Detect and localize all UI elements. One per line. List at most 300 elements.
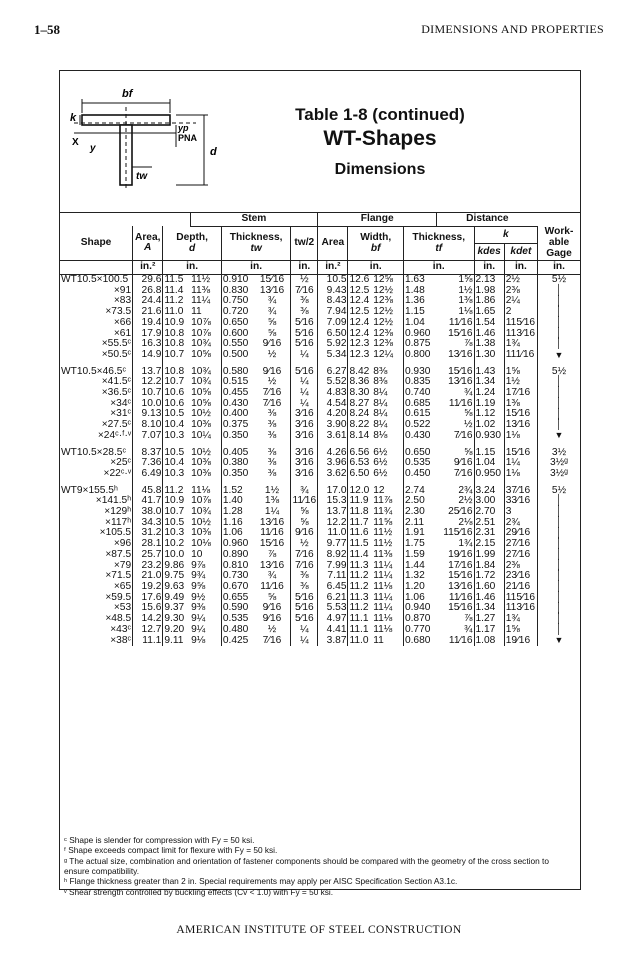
cell-kdet: 1⅝: [504, 367, 537, 378]
cell-A: 14.9: [133, 350, 163, 361]
cell-bf: 8.42: [349, 365, 370, 377]
cell-kdes: 1.27: [474, 614, 504, 625]
cell-tw2: 5⁄16: [291, 593, 318, 604]
cell-shape: ×87.5: [60, 550, 133, 561]
gage-continuation-arrow: │: [555, 495, 563, 507]
cell-gage: 3½: [551, 446, 567, 458]
cell-tw: 0.500: [222, 348, 249, 360]
cell-d: 10.8: [164, 365, 185, 377]
cell-bf-f: 12½: [372, 286, 403, 297]
cell-bf: 8.36: [349, 376, 370, 388]
cell-A: 45.8: [133, 486, 163, 497]
cell-kdet: 27⁄16: [504, 550, 537, 561]
table-row: [60, 329, 580, 340]
gage-continuation-arrow: │: [555, 284, 563, 296]
shape-header: Shape: [60, 226, 133, 261]
cell-tf: 1.91: [404, 527, 425, 539]
yp-label: yp: [178, 123, 189, 133]
cell-As: 6.27: [318, 367, 348, 378]
table-row: [60, 409, 580, 420]
cell-tw2: 9⁄16: [291, 528, 318, 539]
cell-tf-f: 2¾: [437, 486, 474, 497]
table-row: [60, 614, 580, 625]
table-row: [60, 496, 580, 507]
cell-tf: 0.522: [404, 419, 431, 431]
cell-As: 17.0: [318, 486, 348, 497]
cell-d-f: 11½: [190, 275, 221, 286]
cell-d-f: 10¾: [190, 377, 221, 388]
cell-tw2: 7⁄16: [291, 286, 318, 297]
table-row: [60, 486, 580, 497]
cell-tf-f: 7⁄16: [437, 431, 474, 442]
footnote: ᵍ The actual size, combination and orientation of fastener components should be compared with the geometry of the cross section to ensure compatibility.: [64, 855, 549, 877]
cell-shape: ×36.5ᶜ: [60, 388, 133, 399]
cell-tf: 1.15: [404, 306, 425, 318]
publisher-footer: AMERICAN INSTITUTE OF STEEL CONSTRUCTION: [176, 924, 462, 936]
cell-tw2: ¾: [291, 486, 318, 497]
cell-tw2: 3⁄16: [291, 469, 318, 480]
cell-A: 15.6: [133, 603, 163, 614]
cell-kdes: 1.08: [474, 636, 504, 647]
cell-bf-f: 6½: [372, 469, 403, 480]
cell-bf: 12.0: [349, 484, 370, 496]
flange-thickness-header: Thickness, tf: [403, 226, 474, 261]
cell-tf: 2.50: [404, 495, 425, 507]
cell-tw2: 5⁄16: [291, 318, 318, 329]
cell-d-f: 9⅛: [190, 636, 221, 647]
bf-label: bf: [122, 88, 133, 100]
cell-A: 26.8: [133, 286, 163, 297]
cell-tf-f: 7⁄16: [437, 469, 474, 480]
table-row: [60, 561, 580, 572]
cell-kdet: 2¼: [504, 296, 537, 307]
cell-tf: 1.48: [404, 284, 425, 296]
table-row: [60, 518, 580, 529]
cell-bf-f: 6½: [372, 458, 403, 469]
cell-kdes: 1.54: [474, 318, 504, 329]
cell-d: 9.63: [164, 581, 185, 592]
cell-A: 6.49: [133, 469, 163, 480]
cell-bf-f: 11⅜: [372, 550, 403, 561]
gage-continuation-arrow: │: [555, 516, 563, 528]
gage-continuation-arrow: ▼: [554, 349, 564, 360]
cell-kdes: 1.98: [474, 286, 504, 297]
cell-kdes: 3.24: [474, 486, 504, 497]
cell-kdet: 115⁄16: [504, 318, 537, 329]
cell-d: 10.6: [164, 397, 185, 409]
cell-tf: 2.11: [404, 516, 425, 528]
cell-tw: 1.28: [222, 506, 243, 518]
cell-tw: 0.375: [222, 419, 249, 431]
cell-bf-f: 11: [372, 636, 403, 647]
cell-tf: 0.535: [404, 457, 431, 469]
cell-tf-f: 15⁄16: [437, 329, 474, 340]
cell-tw-f: ⅜: [254, 458, 291, 469]
cell-bf: 11.0: [349, 634, 369, 646]
cell-kdes: 1.30: [474, 350, 504, 361]
cell-bf-f: 8⅜: [372, 367, 403, 378]
cell-tf-f: ⅝: [437, 409, 474, 420]
cell-A: 7.07: [133, 431, 163, 442]
cell-tw-f: 1¼: [254, 507, 291, 518]
cell-As: 12.2: [318, 518, 348, 529]
cell-shape: ×71.5: [60, 571, 133, 582]
cell-d: 10.3: [164, 527, 185, 539]
cell-tf-f: 11⁄16: [437, 593, 474, 604]
cell-tw: 0.350: [222, 467, 249, 479]
cell-As: 10.5: [318, 275, 348, 286]
cell-tw-f: ¾: [254, 296, 291, 307]
cell-kdet: 1⅛: [504, 469, 537, 480]
cell-A: 21.0: [133, 571, 163, 582]
table-row: [60, 507, 580, 518]
cell-As: 9.77: [318, 539, 348, 550]
cell-bf: 8.14: [349, 429, 370, 441]
cell-tw-f: 9⁄16: [254, 339, 291, 350]
cell-tw: 0.830: [222, 284, 249, 296]
cell-kdes: 1.72: [474, 571, 504, 582]
cell-shape: ×65: [60, 582, 133, 593]
cell-bf: 12.3: [349, 348, 370, 360]
cell-A: 12.2: [133, 377, 163, 388]
cell-d: 10.7: [164, 348, 185, 360]
cell-d-f: 9¼: [190, 625, 221, 636]
cell-d: 9.37: [164, 602, 185, 614]
cell-As: 4.41: [318, 625, 348, 636]
cell-tf-f: ⅝: [437, 448, 474, 459]
cell-tf-f: 2⅛: [437, 518, 474, 529]
cell-As: 4.26: [318, 448, 348, 459]
cell-kdes: 1.65: [474, 307, 504, 318]
cell-kdet: 2⅜: [504, 561, 537, 572]
cell-tw-f: 15⁄16: [254, 275, 291, 286]
cell-d: 10.4: [164, 419, 185, 431]
unit-kdes: in.: [474, 261, 504, 275]
table-row: [60, 318, 580, 329]
cell-bf: 6.50: [349, 467, 370, 479]
cell-As: 3.61: [318, 431, 348, 442]
cell-tw2: ⅜: [291, 571, 318, 582]
cell-d-f: 11⅜: [190, 286, 221, 297]
table-row: [60, 469, 580, 480]
cell-kdes: 1.34: [474, 377, 504, 388]
area-header: Area, A: [133, 226, 163, 261]
cell-kdet: 113⁄16: [504, 329, 537, 340]
cell-bf-f: 12⅜: [372, 339, 403, 350]
cell-As: 8.92: [318, 550, 348, 561]
cell-d-f: 10¼: [190, 431, 221, 442]
cell-tf-f: 13⁄16: [437, 582, 474, 593]
cell-kdet: 15⁄16: [504, 448, 537, 459]
cell-tw2: 7⁄16: [291, 550, 318, 561]
cell-kdet: 15⁄16: [504, 409, 537, 420]
cell-kdet: 33⁄16: [504, 496, 537, 507]
cell-tw-f: 13⁄16: [254, 518, 291, 529]
cell-d-f: 10: [190, 550, 221, 561]
cell-kdet: 29⁄16: [504, 528, 537, 539]
cell-d: 10.5: [164, 408, 185, 420]
cell-tw-f: 11⁄16: [254, 528, 291, 539]
gage-continuation-arrow: │: [555, 548, 563, 560]
cell-tw: 0.960: [222, 538, 249, 550]
cell-tf-f: 2½: [437, 496, 474, 507]
x-axis-label: X: [72, 137, 79, 148]
cell-tw-f: ⅝: [254, 318, 291, 329]
cell-tf-f: 1⅛: [437, 307, 474, 318]
cell-bf-f: 12⅜: [372, 329, 403, 340]
table-row: [60, 458, 580, 469]
cell-kdes: 1.04: [474, 458, 504, 469]
table-row: [60, 388, 580, 399]
cell-As: 6.21: [318, 593, 348, 604]
cell-bf-f: 11⅞: [372, 496, 403, 507]
cell-tf: 0.770: [404, 623, 431, 635]
cell-A: 28.1: [133, 539, 163, 550]
cell-bf-f: 8¼: [372, 399, 403, 410]
cell-tw-f: 9⁄16: [254, 367, 291, 378]
k-header: k: [474, 226, 538, 243]
cell-tf-f: 19⁄16: [437, 550, 474, 561]
cell-kdes: 1.02: [474, 420, 504, 431]
cell-A: 10.0: [133, 399, 163, 410]
cell-A: 24.4: [133, 296, 163, 307]
table-row: [60, 593, 580, 604]
cell-gage: 5½: [551, 274, 567, 286]
cell-As: 6.50: [318, 329, 348, 340]
unit-gage: in.: [553, 261, 565, 273]
gage-continuation-arrow: │: [555, 387, 563, 399]
cell-tw: 0.405: [222, 446, 249, 458]
cell-tw2: 3⁄16: [291, 458, 318, 469]
cell-tf: 0.870: [404, 613, 431, 625]
table-row: [60, 399, 580, 410]
cell-bf-f: 11¼: [372, 571, 403, 582]
cell-tw: 0.720: [222, 306, 249, 318]
cell-A: 25.7: [133, 550, 163, 561]
cell-tw: 0.890: [222, 548, 249, 560]
cell-tf: 1.20: [404, 581, 425, 592]
cell-As: 3.96: [318, 458, 348, 469]
cell-tf: 0.740: [404, 387, 431, 399]
unit-tf: in.: [403, 261, 474, 275]
cell-bf-f: 8¼: [372, 409, 403, 420]
table-row: [60, 550, 580, 561]
cell-tf-f: 1⅝: [437, 275, 474, 286]
cell-tw: 0.480: [222, 623, 249, 635]
table-row: [60, 636, 580, 647]
ybar-label: y: [90, 143, 96, 154]
cell-d-f: 10⅝: [190, 388, 221, 399]
cell-d-f: 10½: [190, 518, 221, 529]
cell-kdet: 17⁄16: [504, 388, 537, 399]
distance-header: Distance: [437, 213, 538, 227]
cell-tf-f: 15⁄16: [437, 367, 474, 378]
cell-shape: ×34ᶜ: [60, 399, 133, 410]
cell-shape: WT9×155.5ʰ: [60, 486, 133, 497]
cell-tw2: ¼: [291, 625, 318, 636]
cell-A: 16.3: [133, 339, 163, 350]
unit-stem-area: in.²: [318, 261, 348, 275]
cell-bf: 12.4: [349, 327, 370, 339]
table-row: [60, 625, 580, 636]
cell-bf-f: 8⅜: [372, 377, 403, 388]
gage-continuation-arrow: │: [555, 623, 563, 635]
cell-tw: 1.16: [222, 516, 243, 528]
cell-tw-f: ⅝: [254, 329, 291, 340]
gage-continuation-arrow: │: [555, 397, 563, 409]
cell-tf: 1.75: [404, 538, 425, 550]
cell-As: 3.90: [318, 420, 348, 431]
kdet-header: kdet: [504, 244, 537, 261]
cell-d-f: 10⅜: [190, 420, 221, 431]
cell-shape: ×66: [60, 318, 133, 329]
cell-A: 17.6: [133, 593, 163, 604]
cell-A: 21.6: [133, 307, 163, 318]
cell-tw-f: 15⁄16: [254, 539, 291, 550]
cell-tw2: 3⁄16: [291, 409, 318, 420]
cell-d-f: 10⅜: [190, 458, 221, 469]
cell-tf-f: 25⁄16: [437, 507, 474, 518]
cell-d-f: 9¼: [190, 614, 221, 625]
cell-tw: 0.400: [222, 408, 249, 420]
cell-bf: 8.24: [349, 408, 370, 420]
cell-tw: 0.650: [222, 316, 249, 328]
cell-A: 23.2: [133, 561, 163, 572]
cell-As: 15.3: [318, 496, 348, 507]
cell-tf: 0.680: [404, 634, 431, 646]
cell-tw2: 5⁄16: [291, 614, 318, 625]
cell-tf: 0.430: [404, 429, 431, 441]
cell-kdet: 21⁄16: [504, 582, 537, 593]
cell-tw2: 3⁄16: [291, 431, 318, 442]
cell-A: 38.0: [133, 507, 163, 518]
cell-A: 8.10: [133, 420, 163, 431]
cell-tf-f: 1¾: [437, 539, 474, 550]
cell-bf: 12.4: [349, 295, 370, 307]
cell-kdes: 1.12: [474, 409, 504, 420]
cell-tf-f: 13⁄16: [437, 377, 474, 388]
cell-tf: 2.30: [404, 506, 425, 518]
cell-kdet: 1¼: [504, 458, 537, 469]
cell-d-f: 10⅞: [190, 318, 221, 329]
cell-tw-f: ⅜: [254, 420, 291, 431]
cell-d: 11.2: [164, 295, 184, 307]
cell-d-f: 10⅝: [190, 399, 221, 410]
cell-d: 10.7: [164, 376, 185, 388]
cell-tw-f: 13⁄16: [254, 286, 291, 297]
cell-gage: 5½: [551, 484, 567, 496]
footnote: ᶠ Shape exceeds compact limit for flexure with Fy = 50 ksi.: [64, 845, 278, 856]
cell-kdes: 1.43: [474, 367, 504, 378]
cell-d-f: 10¾: [190, 367, 221, 378]
cell-d: 10.9: [164, 495, 185, 507]
cell-tf-f: 9⁄16: [437, 458, 474, 469]
cell-bf: 12.6: [349, 274, 370, 286]
cell-gage: 3½ᵍ: [550, 457, 569, 469]
cell-tw: 0.600: [222, 327, 249, 339]
gage-continuation-arrow: │: [555, 581, 563, 593]
cell-tw: 0.670: [222, 581, 249, 592]
cell-A: 17.9: [133, 329, 163, 340]
cell-tw-f: ⅜: [254, 409, 291, 420]
cell-tf-f: ¾: [437, 625, 474, 636]
cell-d: 11.5: [164, 274, 184, 286]
cell-As: 8.43: [318, 296, 348, 307]
cell-A: 13.7: [133, 367, 163, 378]
cell-tf: 0.835: [404, 376, 431, 388]
cell-d-f: 10½: [190, 409, 221, 420]
cell-A: 31.2: [133, 528, 163, 539]
cell-d-f: 9⅜: [190, 603, 221, 614]
d-label: d: [210, 146, 217, 158]
gage-continuation-arrow: │: [555, 306, 563, 318]
cell-d: 10.4: [164, 457, 185, 469]
cell-d: 10.5: [164, 446, 185, 458]
gage-continuation-arrow: │: [555, 559, 563, 571]
cell-d: 9.30: [164, 613, 185, 625]
cell-shape: ×141.5ʰ: [60, 496, 133, 507]
cell-shape: ×117ʰ: [60, 518, 133, 529]
cell-tw-f: ¾: [254, 571, 291, 582]
cell-tw2: 5⁄16: [291, 329, 318, 340]
cell-tf-f: 15⁄16: [437, 603, 474, 614]
cell-As: 4.54: [318, 399, 348, 410]
cell-tw: 0.730: [222, 570, 249, 582]
cell-tw-f: 11⁄16: [254, 582, 291, 593]
unit-tw2: in.: [291, 261, 318, 275]
cell-A: 8.37: [133, 448, 163, 459]
cell-bf-f: 12½: [372, 318, 403, 329]
cell-A: 7.36: [133, 458, 163, 469]
cell-shape: ×24ᶜ·ᶠ·ᵛ: [60, 431, 133, 442]
cell-shape: ×27.5ᶜ: [60, 420, 133, 431]
cell-kdes: 0.950: [474, 469, 504, 480]
cell-tw2: 5⁄16: [291, 603, 318, 614]
cell-bf-f: 8¼: [372, 420, 403, 431]
cell-tw2: 11⁄16: [292, 495, 317, 507]
workable-gage-header: Work-able Gage: [544, 226, 574, 259]
cell-shape: ×105.5: [60, 528, 133, 539]
cell-A: 19.4: [133, 318, 163, 329]
cell-tw2: ⅜: [291, 307, 318, 318]
cell-d: 10.8: [164, 338, 185, 350]
cell-shape: ×41.5ᶜ: [60, 377, 133, 388]
footnote: ᶜ Shape is slender for compression with Fy = 50 ksi.: [64, 835, 255, 845]
cell-tw: 0.590: [222, 602, 249, 614]
stem-header: Stem: [190, 213, 318, 227]
cell-shape: WT10.5×28.5ᶜ: [60, 448, 133, 459]
cell-shape: ×22ᶜ·ᵛ: [60, 469, 133, 480]
cell-shape: ×50.5ᶜ: [60, 350, 133, 361]
cell-tf-f: ⅞: [437, 614, 474, 625]
cell-kdes: 1.46: [474, 593, 504, 604]
table-frame: [59, 70, 581, 897]
cell-bf-f: 8⅛: [372, 431, 403, 442]
cell-bf: 11.2: [349, 602, 369, 614]
cell-shape: ×79: [60, 561, 133, 572]
cell-As: 3.87: [318, 636, 348, 647]
cell-tf: 0.615: [404, 408, 431, 420]
cell-tw-f: ⅞: [254, 550, 291, 561]
table-row: [60, 350, 580, 361]
page-number: 1–58: [34, 22, 60, 37]
footnote: ʰ Flange thickness greater than 2 in. Special requirements may apply per AISC Specification Section A3.1c.: [64, 876, 458, 887]
cell-d-f: 9½: [190, 593, 221, 604]
cell-bf-f: 11½: [372, 528, 403, 539]
gage-continuation-arrow: │: [555, 602, 563, 614]
gage-continuation-arrow: │: [555, 316, 563, 328]
cell-tw2: 3⁄16: [291, 420, 318, 431]
